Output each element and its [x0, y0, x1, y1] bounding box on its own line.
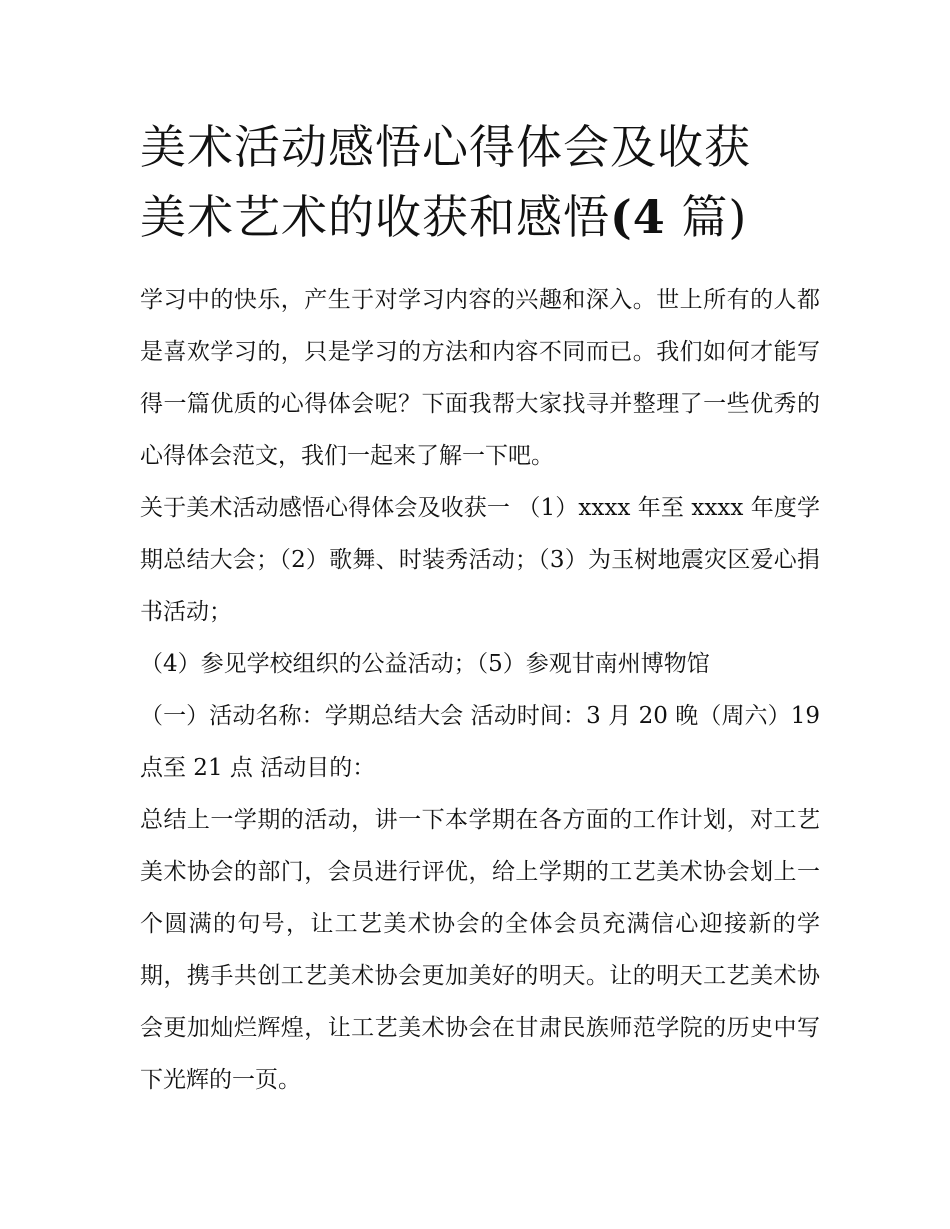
title-line-1: 美术活动感悟心得体会及收获: [140, 120, 751, 174]
activity-one-purpose: 总结上一学期的活动，讲一下本学期在各方面的工作计划，对工艺美术协会的部门，会员进行评优，给上学期的工艺美术协会划上一个圆满的句号，让工艺美术协会的全体会员充满信心迎接新的学期，携手共创工艺美术协会更加美好的明天。让的明天工艺美术协会更加灿烂辉煌，让工艺美术协会在甘肃民族师范学院的历史中写下光辉的一页。: [140, 807, 820, 1093]
intro-paragraph: 学习中的快乐，产生于对学习内容的兴趣和深入。世上所有的人都是喜欢学习的，只是学习的方法和内容不同而已。我们如何才能写得一篇优质的心得体会呢？下面我帮大家找寻并整理了一些优秀的心得体会范文，我们一起来了解一下吧。: [140, 287, 820, 469]
document-body: [140, 274, 820, 1106]
document-title: [140, 112, 830, 252]
activity-one-details: （一）活动名称：学期总结大会 活动时间：3 月 20 晚（周六）19 点至 21 点 活动目的：: [140, 703, 820, 781]
activity-list-continued: （4）参见学校组织的公益活动；（5）参观甘南州博物馆: [140, 651, 710, 677]
title-article-unit: 篇): [665, 190, 748, 244]
activity-list-paragraph: 关于美术活动感悟心得体会及收获一 （1）xxxx 年至 xxxx 年度学期总结大会；（2）歌舞、时装秀活动；（3）为玉树地震灾区爱心捐书活动；: [140, 495, 820, 625]
title-article-count: (4: [610, 190, 666, 244]
title-line-2: 美术艺术的收获和感悟: [140, 190, 610, 244]
